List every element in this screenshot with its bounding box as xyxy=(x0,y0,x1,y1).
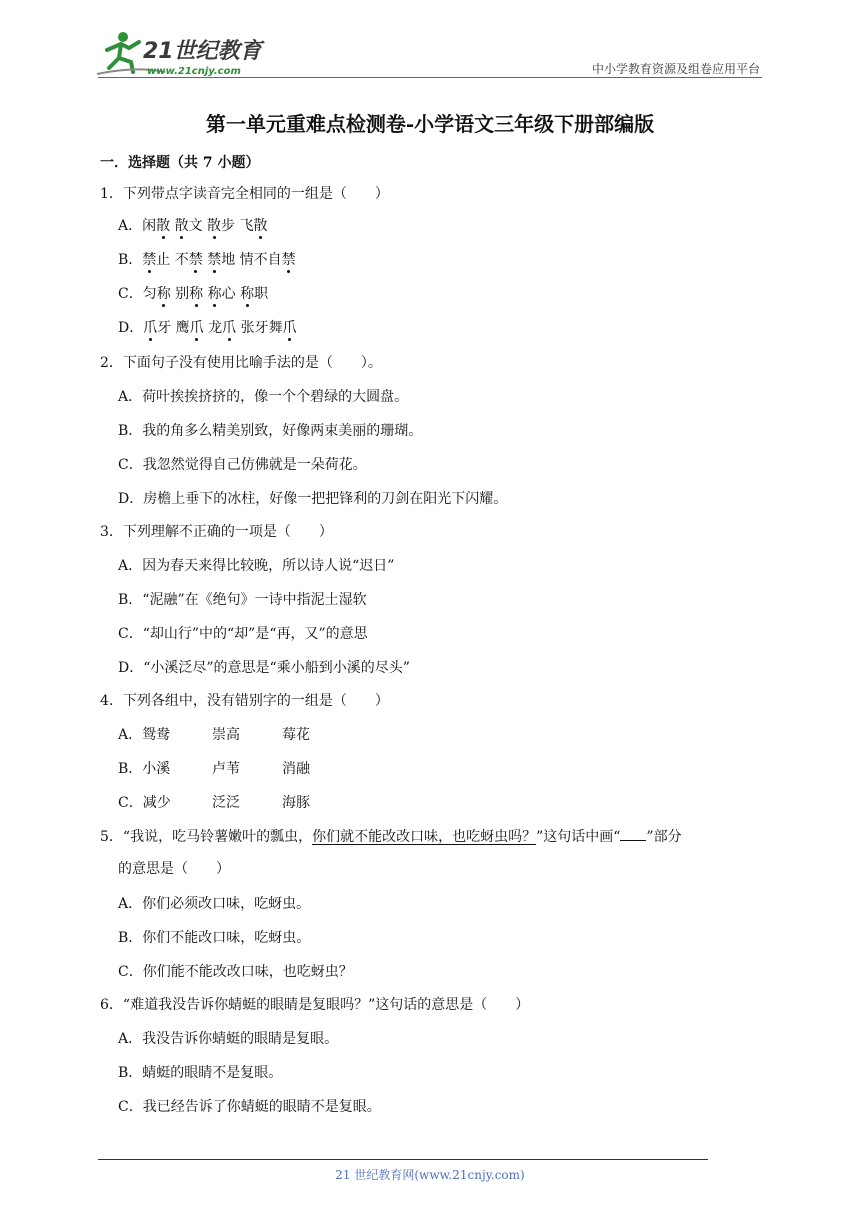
footer-link[interactable]: 21 世纪教育网(www.21cnjy.com) xyxy=(335,1168,525,1182)
question-3-option-b[interactable]: B．“泥融”在《绝句》一诗中指泥土湿软 xyxy=(118,592,367,608)
dotted-char: 散 xyxy=(156,218,171,234)
dotted-char: 爪 xyxy=(189,320,204,336)
dotted-char: 爪 xyxy=(143,320,158,336)
platform-label: 中小学教育资源及组卷应用平台 xyxy=(591,62,760,76)
footer-divider xyxy=(98,1159,708,1160)
question-1-option-c[interactable]: C．匀称 别称 称心 称职 xyxy=(118,286,269,302)
dotted-char: 禁 xyxy=(207,252,222,268)
question-4-option-a[interactable]: A．鸳鸯 崇高 莓花 xyxy=(118,727,310,743)
dotted-char: 称 xyxy=(240,286,255,302)
question-5-option-a[interactable]: A．你们必须改口味，吃蚜虫。 xyxy=(118,896,311,912)
question-2-stem: 2．下面句子没有使用比喻手法的是（ ）。 xyxy=(100,355,382,371)
dotted-char: 爪 xyxy=(282,320,297,336)
logo xyxy=(95,30,265,78)
svg-text:21世纪教育: 21世纪教育 xyxy=(143,39,262,64)
question-3-option-c[interactable]: C．“却山行”中的“却”是“再，又”的意思 xyxy=(118,626,368,642)
dotted-char: 禁 xyxy=(188,252,203,268)
question-2-option-d[interactable]: D．房檐上垂下的冰柱，好像一把把锋利的刀剑在阳光下闪耀。 xyxy=(118,491,508,507)
question-4-option-b[interactable]: B．小溪 卢苇 消融 xyxy=(118,761,310,777)
dotted-char: 爪 xyxy=(222,320,237,336)
question-6-stem: 6．“难道我没告诉你蜻蜓的眼睛是复眼吗？”这句话的意思是（ ） xyxy=(100,997,530,1013)
question-4-stem: 4．下列各组中，没有错别字的一组是（ ） xyxy=(100,693,389,709)
underlined-sentence: 你们就不能改改口味，也吃蚜虫吗？ xyxy=(312,829,537,845)
dotted-char: 禁 xyxy=(281,252,296,268)
question-2-option-b[interactable]: B．我的角多么精美别致，好像两束美丽的珊瑚。 xyxy=(118,423,423,439)
question-1-option-a[interactable]: A．闲散 散文 散步 飞散 xyxy=(118,218,268,234)
dotted-char: 称 xyxy=(189,286,204,302)
dotted-char: 散 xyxy=(174,218,189,234)
question-3-stem: 3．下列理解不正确的一项是（ ） xyxy=(100,524,333,540)
question-1-option-d[interactable]: D．爪牙 鹰爪 龙爪 张牙舞爪 xyxy=(118,320,297,336)
question-1-option-b[interactable]: B．禁止 不禁 禁地 情不自禁 xyxy=(118,252,296,268)
dotted-char: 称 xyxy=(156,286,171,302)
question-5-stem-continued: 的意思是（ ） xyxy=(118,861,230,877)
header-divider xyxy=(98,77,762,78)
question-5-stem: 5．“我说，吃马铃薯嫩叶的瓢虫，你们就不能改改口味，也吃蚜虫吗？”这句话中画“ ”部分 xyxy=(100,826,682,847)
dotted-char: 禁 xyxy=(142,252,157,268)
question-3-option-d[interactable]: D．“小溪泛尽”的意思是“乘小船到小溪的尽头” xyxy=(118,660,410,676)
dotted-char: 散 xyxy=(253,218,268,234)
question-3-option-a[interactable]: A．因为春天来得比较晚，所以诗人说“迟日” xyxy=(118,558,395,574)
runner-logo-icon xyxy=(95,30,265,78)
page-header xyxy=(0,0,860,80)
question-6-option-b[interactable]: B．蜻蜓的眼睛不是复眼。 xyxy=(118,1065,283,1081)
question-6-option-c[interactable]: C．我已经告诉了你蜻蜓的眼睛不是复眼。 xyxy=(118,1099,381,1115)
dotted-char: 称 xyxy=(207,286,222,302)
question-5-option-b[interactable]: B．你们不能改口味，吃蚜虫。 xyxy=(118,930,311,946)
question-2-option-c[interactable]: C．我忽然觉得自己仿佛就是一朵荷花。 xyxy=(118,457,367,473)
svg-text:www.21cnjy.com: www.21cnjy.com xyxy=(147,66,241,77)
section-heading: 一．选择题（共 7 小题） xyxy=(100,155,260,171)
page-title: 第一单元重难点检测卷-小学语文三年级下册部编版 xyxy=(205,112,655,136)
question-2-option-a[interactable]: A．荷叶挨挨挤挤的，像一个个碧绿的大圆盘。 xyxy=(118,389,409,405)
question-6-option-a[interactable]: A．我没告诉你蜻蜓的眼睛是复眼。 xyxy=(118,1031,339,1047)
underline-blank xyxy=(620,826,646,841)
question-5-option-c[interactable]: C．你们能不能改改口味，也吃蚜虫？ xyxy=(118,964,353,980)
question-4-option-c[interactable]: C．减少 泛泛 海豚 xyxy=(118,795,310,811)
question-1-stem: 1．下列带点字读音完全相同的一组是（ ） xyxy=(100,186,389,202)
dotted-char: 散 xyxy=(207,218,222,234)
